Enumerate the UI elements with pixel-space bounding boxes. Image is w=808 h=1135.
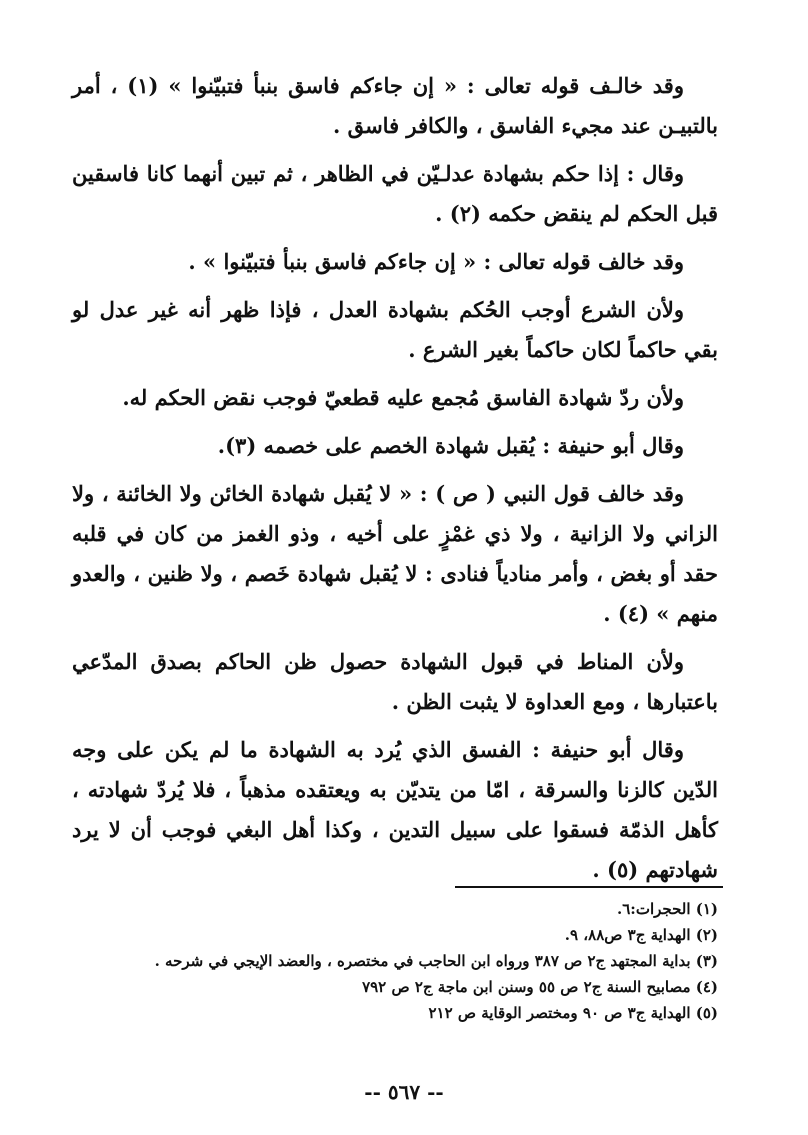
footnote-2: (٢) الهداية ج٣ ص٨٨، ٩. xyxy=(564,926,718,944)
footnote-divider xyxy=(455,886,723,888)
paragraph-5: ولأن ردّ شهادة الفاسق مُجمع عليه قطعيّ فوجب نقض الحكم له. xyxy=(122,385,684,410)
paragraph-4: ولأن الشرع أوجب الحُكم بشهادة العدل ، فإذا ظهر أنه غير عدل لو بقي حاكماً لكان حاكماً بغير الشرع . xyxy=(72,297,718,362)
paragraph-1: وقد خالـف قوله تعالى : « إن جاءكم فاسق بنبأ فتبيّنوا » (١) ، أمر بالتبيـن عند مجيء الفاسق ، والكافر فاسق . xyxy=(72,73,718,138)
paragraph-6: وقال أبو حنيفة : يُقبل شهادة الخصم على خصمه (٣). xyxy=(217,433,684,458)
main-text xyxy=(72,66,718,898)
paragraph-2: وقال : إذا حكم بشهادة عدلـيّن في الظاهر ، ثم تبين أنهما كانا فاسقين قبل الحكم لم ينقض حكمه (٢) . xyxy=(72,161,718,226)
paragraph-3: وقد خالف قوله تعالى : « إن جاءكم فاسق بنبأ فتبيّنوا » . xyxy=(188,249,684,274)
footnotes xyxy=(154,896,718,1026)
footnote-4: (٤) مصابيح السنة ج٢ ص ٥٥ وسنن ابن ماجة ج٢ ص ٧٩٢ xyxy=(362,978,718,996)
footnote-3: (٣) بداية المجتهد ج٢ ص ٣٨٧ ورواه ابن الحاجب في مختصره ، والعضد الإيجي في شرحه . xyxy=(154,952,718,970)
paragraph-7: وقد خالف قول النبي ( ص ) : « لا يُقبل شهادة الخائن ولا الخائنة ، ولا الزاني ولا الزانية ، ولا ذي غمْزٍ على أخيه ، وذو الغمز من كان في قلبه حقد أو بغض ، وأمر منادياً فنادى : لا يُقبل شهادة خَصم ، ولا ظنين ، والعدو منهم » (٤) . xyxy=(72,481,718,626)
paragraph-8: ولأن المناط في قبول الشهادة حصول ظن الحاكم بصدق المدّعي باعتبارها ، ومع العداوة لا يثبت الظن . xyxy=(72,649,718,714)
footnote-1: (١) الحجرات:٦. xyxy=(617,900,718,918)
footnote-5: (٥) الهداية ج٣ ص ٩٠ ومختصر الوقاية ص ٢١٢ xyxy=(428,1004,718,1022)
page-number: -- ٥٦٧ -- xyxy=(364,1080,444,1104)
paragraph-9: وقال أبو حنيفة : الفسق الذي يُرد به الشهادة ما لم يكن على وجه الدّين كالزنا والسرقة ، امّا من يتديّن به ويعتقده مذهباً ، فلا يُردّ شهادته ، كأهل الذمّة فسقوا على سبيل التدين ، وكذا أهل البغي فوجب أن لا يرد شهادتهم (٥) . xyxy=(72,737,718,882)
